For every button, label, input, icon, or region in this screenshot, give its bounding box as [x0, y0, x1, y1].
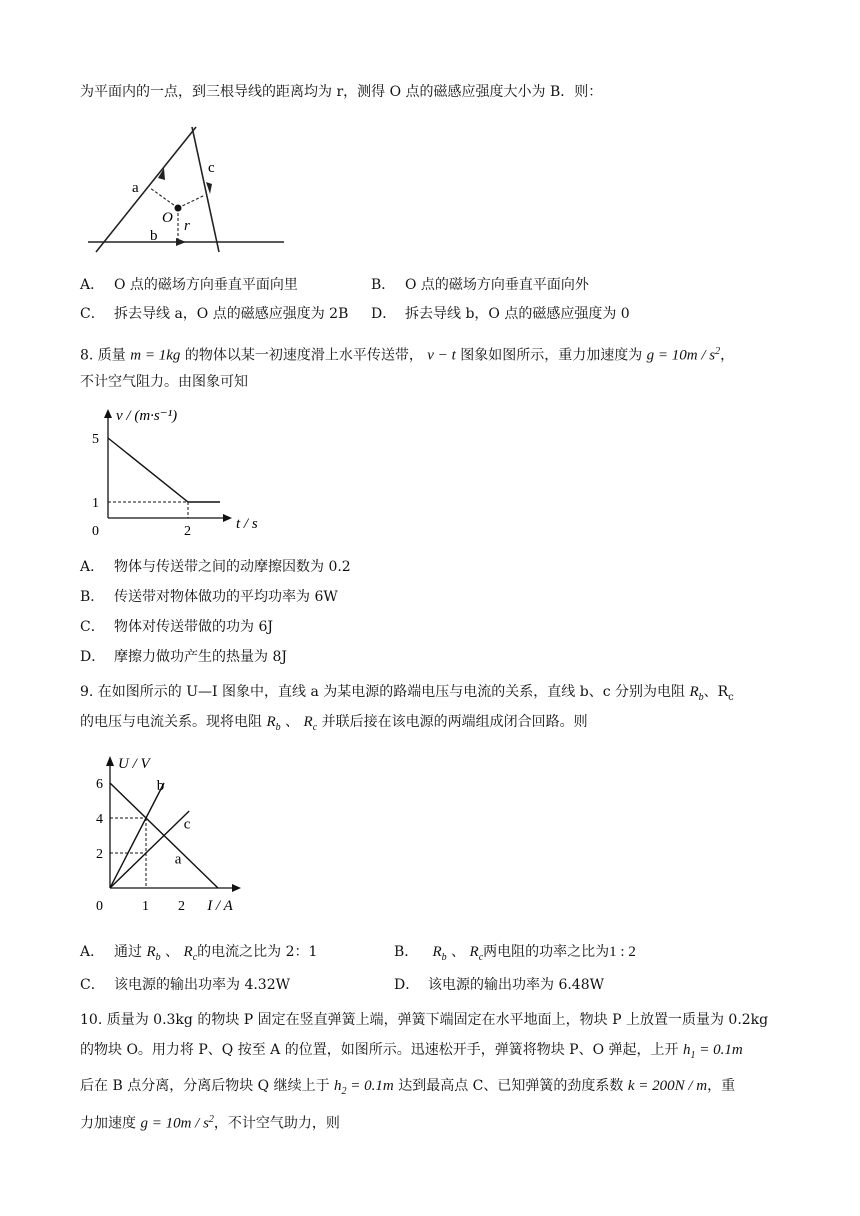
option-label: A． [80, 559, 105, 575]
q8-option-a[interactable] [80, 557, 351, 577]
option-text: 传送带对物体做功的平均功率为 6W [114, 589, 338, 605]
option-label: C． [80, 619, 105, 635]
q9-option-d[interactable]: D． 该电源的输出功率为 6.48W [394, 977, 605, 993]
y-axis-label: v / (m·s⁻¹) [116, 408, 178, 424]
option-label: B． [80, 589, 105, 605]
option-text: 物体对传送带做的功为 6J [114, 619, 273, 635]
origin-label: 0 [96, 899, 103, 914]
y-axis-label: U / V [118, 756, 150, 772]
y-tick-label: 2 [96, 847, 103, 862]
option-text: 物体与传送带之间的动摩擦因数为 0.2 [114, 559, 351, 575]
x-tick-label: 1 [142, 899, 149, 914]
q7-label-c: c [208, 160, 215, 176]
x-axis-arrow [223, 514, 232, 522]
y-tick-label: 1 [92, 496, 99, 511]
origin-label: 0 [92, 524, 99, 539]
q10-stem-line3: 后在 B 点分离，分离后物块 Q 继续上于 $h_2 = 0.1m$ 达到最高点 C、已知弹簧的劲度系数 k = 200N / m，重 [80, 1078, 736, 1097]
q7-intro: 为平面内的一点，到三根导线的距离均为 r，测得 O 点的磁感应强度大小为 B．则： [80, 84, 603, 100]
q7-label-o: O [162, 210, 173, 226]
q8-option-c[interactable] [80, 617, 273, 637]
option-label: C． [80, 306, 105, 322]
option-label: A． [80, 277, 105, 293]
option-text: 拆去导线 a，O 点的磁感应强度为 2B [114, 306, 349, 322]
q7-option-a[interactable] [80, 275, 298, 295]
q8-vt-chart [84, 406, 284, 541]
y-axis-arrow [106, 756, 114, 766]
x-axis-arrow [232, 884, 241, 892]
x-axis-label: t / s [236, 516, 258, 532]
series-label-c: c [183, 816, 191, 833]
y-axis-arrow [104, 409, 112, 418]
q10-stem-line4: 力加速度 $g = 10m / s^2$，不计空气助力，则 [80, 1114, 340, 1132]
q10-stem-line1: 10. 质量为 0.3kg 的物块 P 固定在竖直弹簧上端，弹簧下端固定在水平地面上，物块 P 上放置一质量为 0.2kg [80, 1012, 769, 1028]
q8-stem-line1: 8. 质量 m = 1kg 的物体以某一初速度滑上水平传送带， v − t 图象如图所示，重力加速度为 $g = 10m / s^2$， [80, 346, 735, 364]
q7-label-a: a [132, 180, 139, 196]
option-text: 拆去导线 b，O 点的磁感应强度为 0 [405, 306, 630, 322]
y-tick-label: 4 [96, 812, 103, 827]
series-label-b: b [156, 778, 165, 794]
q9-option-a[interactable]: A． 通过 $R_b$ 、 $R_c$的电流之比为 2：1 [80, 944, 318, 963]
line-b [110, 783, 164, 888]
q7-option-b[interactable] [371, 275, 589, 295]
x-tick-label: 2 [178, 899, 185, 914]
y-tick-label: 6 [96, 777, 103, 792]
q7-wire-figure [84, 122, 294, 262]
y-tick-label: 5 [92, 432, 99, 447]
x-tick-label: 2 [184, 524, 191, 539]
x-axis-label: I / A [207, 898, 233, 914]
q9-option-b[interactable]: B． $R_b$ 、 $R_c$两电阻的功率之比为1 : 2 [394, 944, 636, 963]
q9-option-c[interactable]: C． 该电源的输出功率为 4.32W [80, 977, 291, 993]
series-label-a: a [174, 851, 182, 868]
option-text: O 点的磁场方向垂直平面向外 [405, 277, 589, 293]
velocity-line [108, 438, 220, 502]
q9-stem-line1: 9. 在如图所示的 U—I 图象中，直线 a 为某电源的路端电压与电流的关系，直线 b、c 分别为电阻 $R_b$、$R_c$ [80, 684, 734, 703]
line-c [110, 811, 189, 888]
q7-label-b: b [150, 228, 158, 244]
q9-stem-line2: 的电压与电流关系。现将电阻 $R_b$ 、 $R_c$ 并联后接在该电源的两端组成闭合回路。则 [80, 714, 588, 733]
q8-vt: v − t [427, 347, 456, 364]
q8-g: g = 10m / s [646, 347, 716, 364]
q9-ui-chart [86, 752, 266, 920]
q7-option-d[interactable] [371, 304, 630, 324]
q7-label-r: r [184, 218, 190, 234]
q8-option-b[interactable] [80, 587, 338, 607]
q8-stem-line2: 不计空气阻力。由图象可知 [80, 374, 248, 390]
q8-mass: m = 1kg [130, 347, 181, 364]
option-text: O 点的磁场方向垂直平面向里 [114, 277, 298, 293]
option-label: B． [371, 277, 396, 293]
q10-stem-line2: 的物块 O。用力将 P、Q 按至 A 的位置，如图所示。迅速松开手，弹簧将物块 P、O 弹起，上开 $h_1 = 0.1m$ [80, 1042, 743, 1061]
q8-option-d[interactable] [80, 647, 287, 667]
option-label: D． [371, 306, 397, 322]
option-text: 摩擦力做功产生的热量为 8J [114, 649, 287, 665]
q7-option-c[interactable] [80, 304, 348, 324]
option-label: D． [80, 649, 106, 665]
